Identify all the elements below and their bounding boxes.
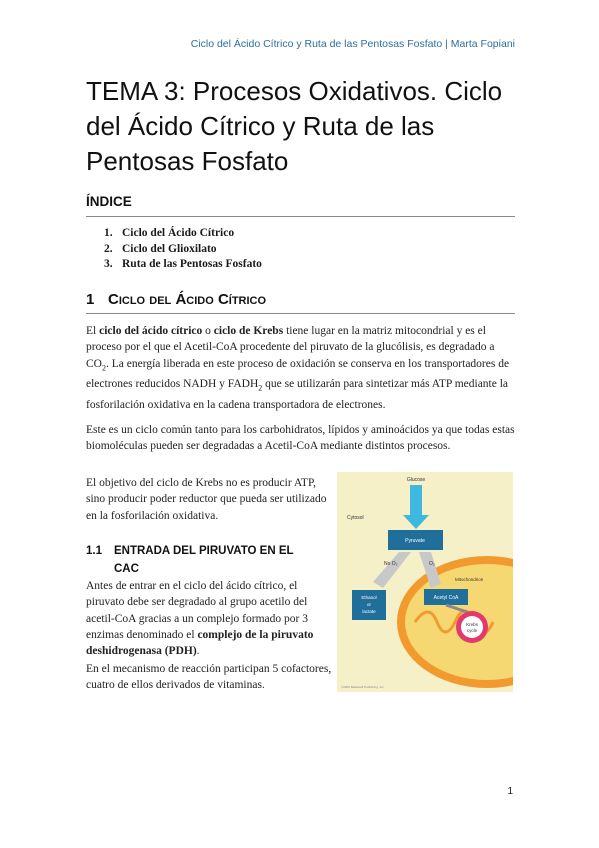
paragraph: Este es un ciclo común tanto para los carbohidratos, lípidos y aminoácidos ya que todas estas biomoléculas pueden ser degradadas a Acetil-CoA mediante distintos procesos. [86,424,515,453]
figure-copyright: ©2006 Blackwell Publishing, Inc. [341,685,385,689]
section-divider [86,313,515,314]
page-number: 1 [507,786,513,797]
section-heading: 1 Ciclo del Ácido Cítrico [86,291,267,308]
toc-item[interactable]: 2. Ciclo del Glioxilato [104,242,217,255]
glucose-arrow-shaft [410,485,422,515]
toc-item[interactable]: 3. Ruta de las Pentosas Fosfato [104,258,262,270]
oxygen-label: O₂ [429,561,435,567]
ethanol-label: Ethanol [361,595,377,600]
pyruvate-label: Pyruvate [405,538,425,544]
paragraph: En el mecanismo de reacción participan 5 cofactores, cuatro de ellos derivados de vitaminas. [86,663,332,692]
krebs-cycle-center [461,616,483,638]
index-divider [86,216,515,217]
paragraph: Antes de entrar en el ciclo del ácido cítrico, el piruvato debe ser degradado al grupo acetilo del acetil-CoA gracias a un complejo formado por 3 enzimas denominado el complejo de la piruvato deshidrogenasa (PDH). [86,580,314,658]
index-heading: ÍNDICE [86,194,132,209]
subsection-heading: 1.1 ENTRADA DEL PIRUVATO EN EL CAC [86,545,294,575]
paragraph: El ciclo del ácido cítrico o ciclo de Krebs tiene lugar en la matriz mitocondrial y es el proceso por el que el Acetil-CoA procedente del piruvato de la glucólisis, es degradado a $CO_2$. La energía liberada en este proceso de oxidación se conserva en los transportadores de electrones reducidos NADH y $FADH_2$ que se utilizarán para sintetizar más ATP mediante la fosforilación oxidativa en la cadena transportadora de electrones. [86,325,510,411]
lactate-label: lactate [362,609,376,614]
glucose-label: Glucose [406,477,426,483]
cycle-label: cycle [466,628,478,633]
paragraph: El objetivo del ciclo de Krebs no es producir ATP, sino producir poder reductor que pueda ser utilizado en la fosforilación oxidativa. [86,477,327,522]
running-header: Ciclo del Ácido Cítrico y Ruta de las Pentosas Fosfato | Marta Fopiani [190,38,515,50]
toc-item[interactable]: 1. Ciclo del Ácido Cítrico [104,227,235,239]
page-title: TEMA 3: Procesos Oxidativos. Ciclo del Ácido Cítrico y Ruta de las Pentosas Fosfato [86,76,503,176]
no-oxygen-label: No O₂ [384,561,398,567]
pyruvate-fate-diagram [337,472,513,692]
mitochondrion-label: Mitochondrion [455,577,484,582]
or-label: or [366,602,372,607]
acetyl-coa-label: Acetyl CoA [433,595,459,601]
table-of-contents [104,226,262,273]
cytosol-label: Cytosol [347,515,364,521]
krebs-label: Krebs [466,622,478,627]
